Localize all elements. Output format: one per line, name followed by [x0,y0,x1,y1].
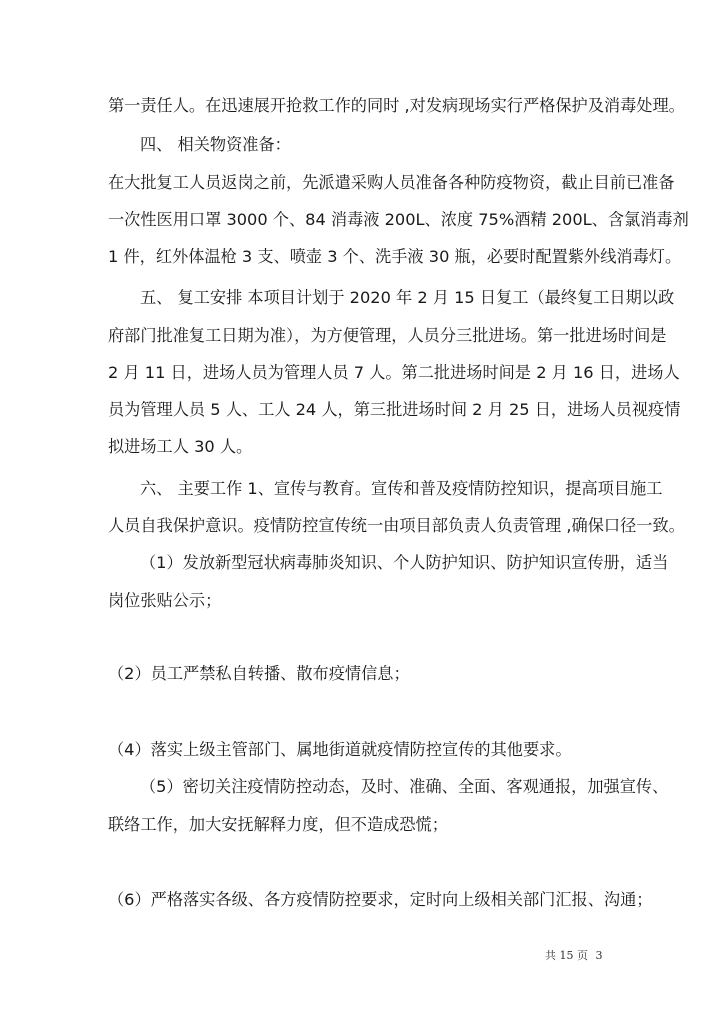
text-line: 在大批复工人员返岗之前，先派遣采购人员准备各种防疫物资，截止目前已准备 [108,173,675,192]
list-item: （6）严格落实各级、各方疫情防控要求，定时向上级相关部门汇报、沟通； [108,890,653,909]
text-line: 人员自我保护意识。疫情防控宣传统一由项目部负责人负责管理 ,确保口径一致。 [108,516,685,535]
section-heading: 四、 相关物资准备： [140,135,291,154]
text-line: 岗位张贴公示； [108,591,222,610]
text-line: 府部门批准复工日期为准），为方便管理，人员分三批进场。第一批进场时间是 [108,326,667,345]
section-heading: 六、 主要工作 1、宣传与教育。宣传和普及疫情防控知识，提高项目施工 [140,479,663,498]
total-pages-label: 共 15 页 [545,949,588,962]
page-footer [545,947,607,963]
list-item: （2）员工严禁私自转播、散布疫情信息； [108,664,410,683]
text-line: 员为管理人员 5 人、工人 24 人，第三批进场时间 2 月 25 日，进场人员视疫情 [108,400,681,419]
page-number: 3 [595,949,603,962]
list-item: （4）落实上级主管部门、属地街道就疫情防控宣传的其他要求。 [108,740,572,759]
list-item: （1）发放新型冠状病毒肺炎知识、个人防护知识、防护知识宣传册，适当 [140,553,669,572]
text-line: 第一责任人。在迅速展开抢救工作的同时 ,对发病现场实行严格保护及消毒处理。 [108,96,685,115]
text-line: 1 件，红外体温枪 3 支、喷壶 3 个、洗手液 30 瓶，必要时配置紫外线消毒灯。 [108,247,682,266]
list-item: （5）密切关注疫情防控动态，及时、准确、全面、客观通报，加强宣传、 [140,777,669,796]
section-heading: 五、 复工安排 本项目计划于 2020 年 2 月 15 日复工（最终复工日期以政 [140,288,675,307]
text-line: 联络工作，加大安抚解释力度，但不造成恐慌； [108,815,448,834]
text-line: 拟进场工人 30 人。 [108,437,253,456]
text-line: 2 月 11 日，进场人员为管理人员 7 人。第二批进场时间是 2 月 16 日，进场人 [108,363,680,382]
text-line: 一次性医用口罩 3000 个、84 消毒液 200L、浓度 75%酒精 200L、含氯消毒剂 [108,210,689,229]
